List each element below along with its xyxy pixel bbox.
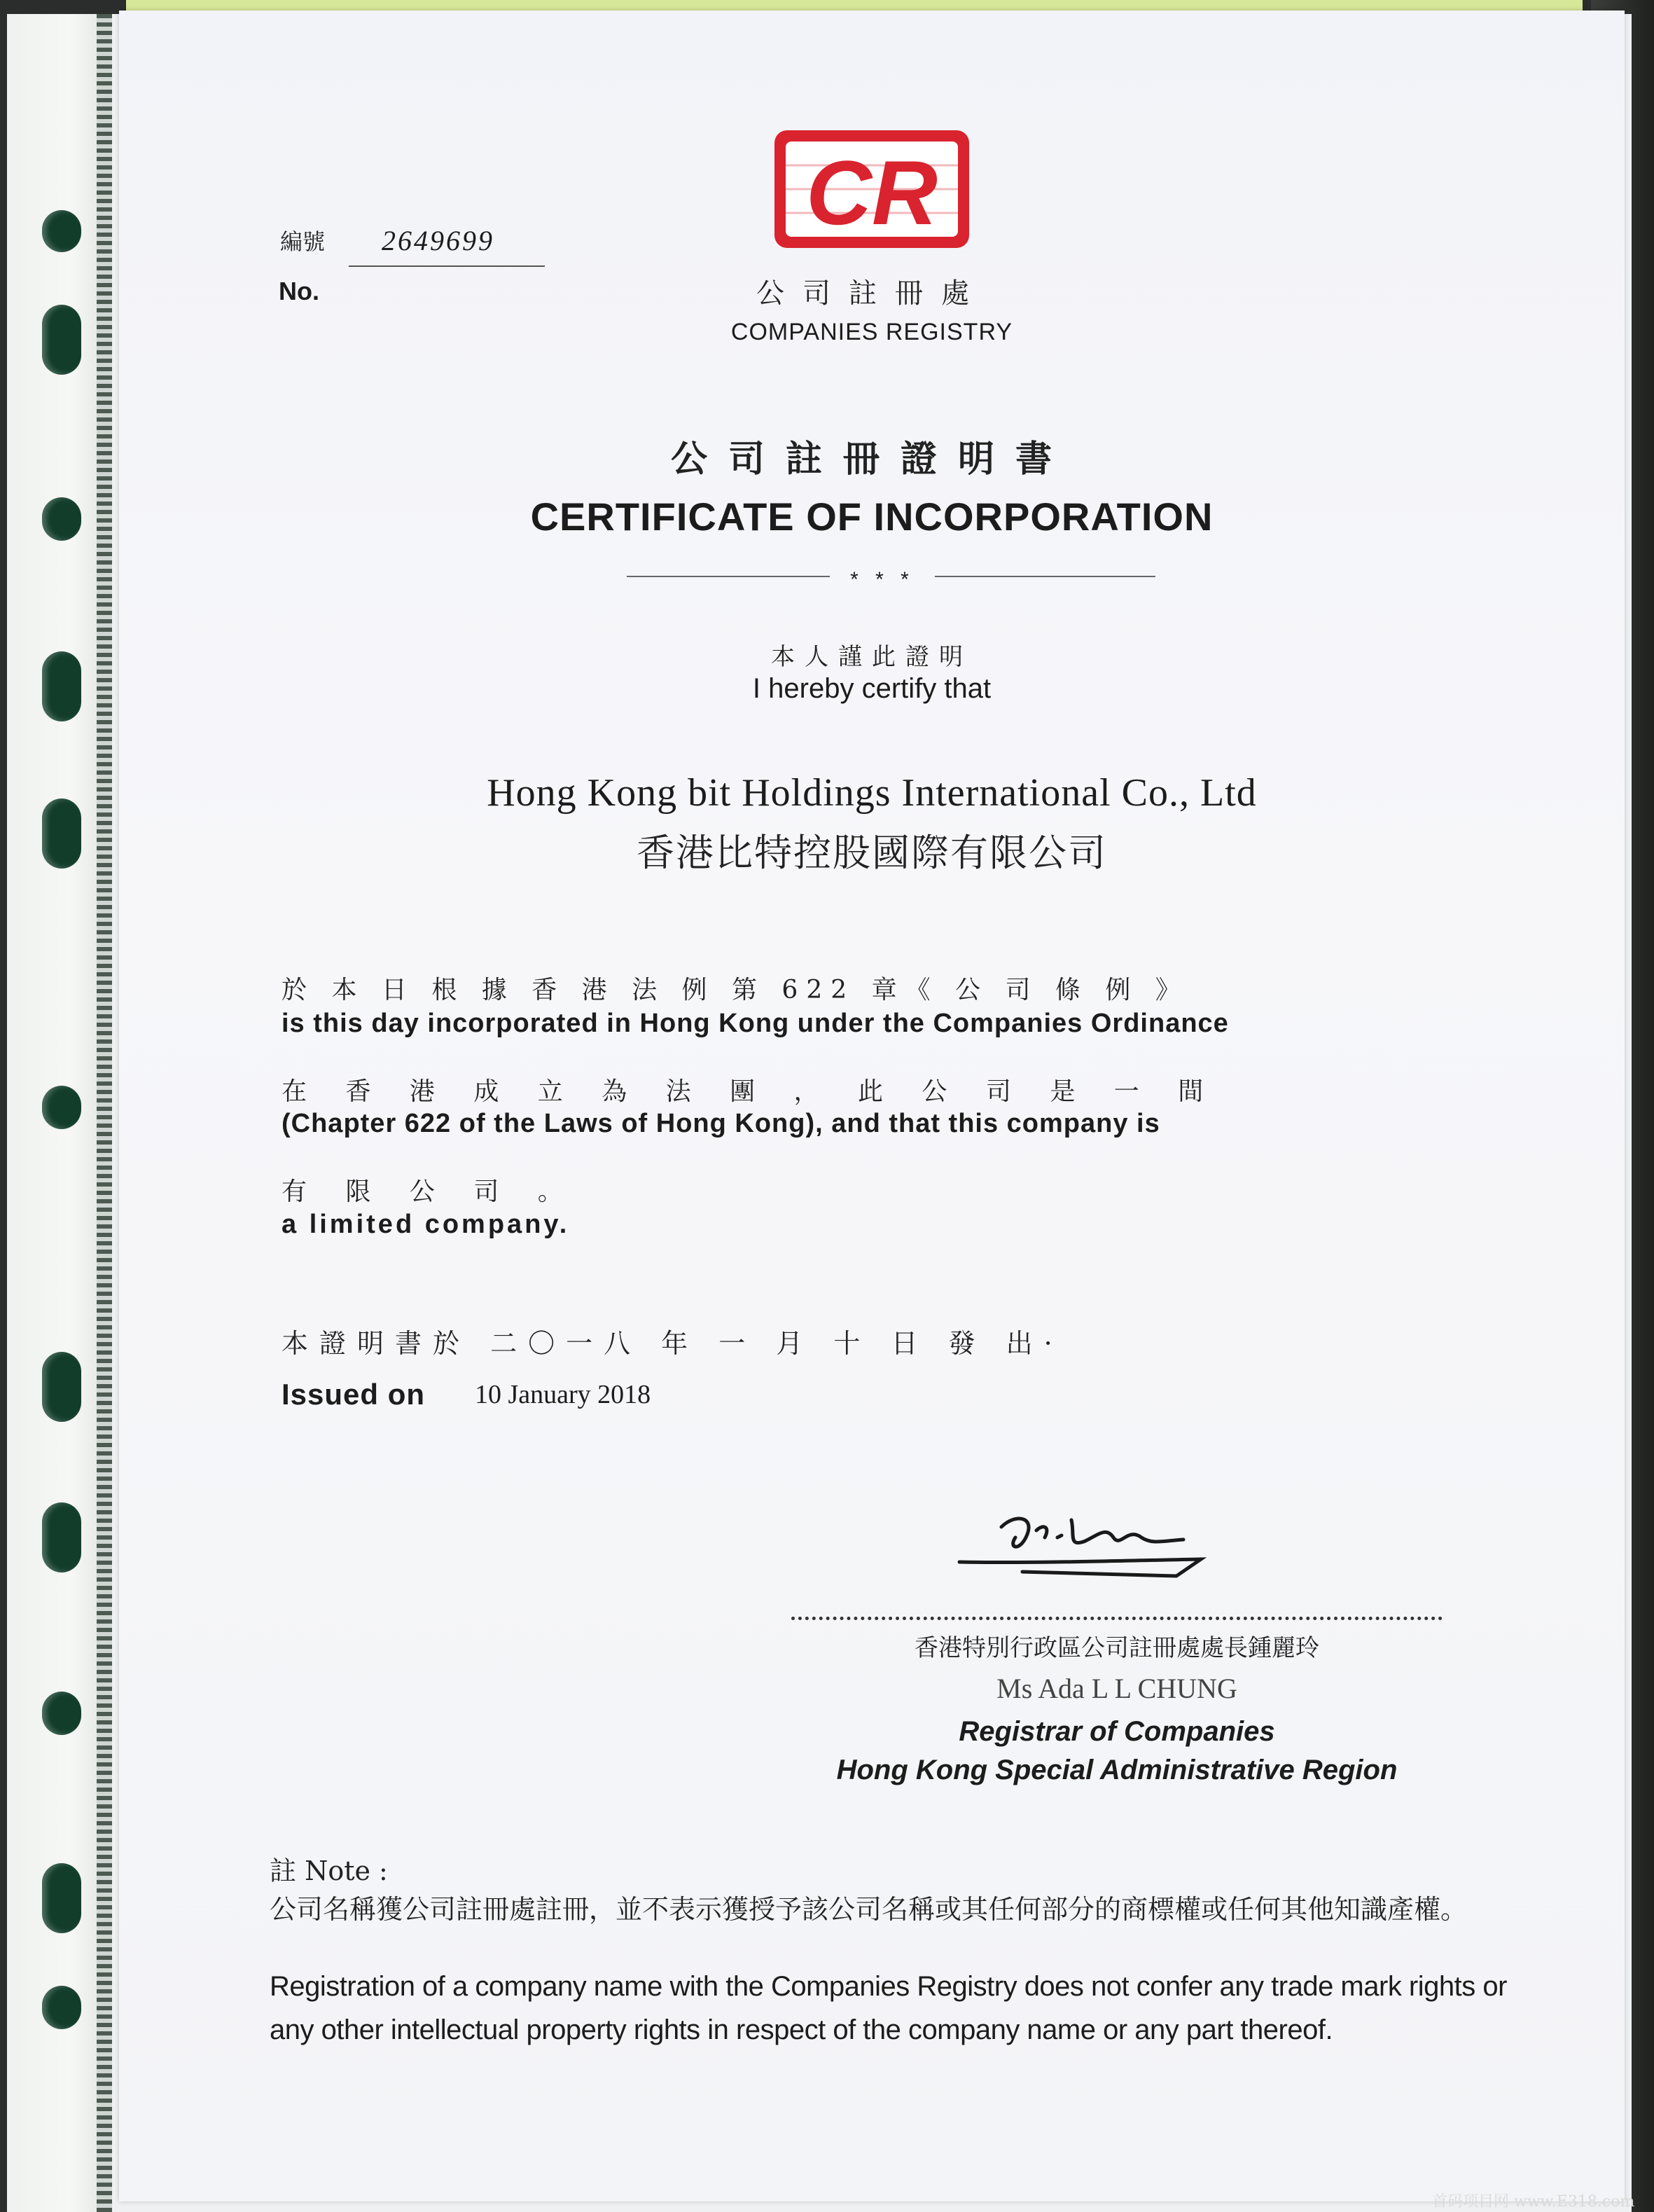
binder-hole: [42, 651, 81, 721]
body-line2-en: (Chapter 622 of the Laws of Hong Kong), and that this company is: [282, 1109, 1160, 1138]
issued-zh: 本證明書於 二〇一八 年 一 月 十 日 發 出·: [282, 1328, 1064, 1359]
note-label: 註 Note :: [270, 1855, 388, 1886]
binder-hole: [42, 1086, 81, 1129]
title-divider-left: [627, 576, 830, 577]
number-label-zh: 編號: [280, 228, 326, 255]
title-divider-right: [935, 576, 1155, 577]
certificate-page: [119, 11, 1625, 2201]
issued-date-en: 10 January 2018: [475, 1380, 651, 1409]
registrar-title: Registrar of Companies: [959, 1716, 1275, 1747]
body-line3-zh: 有 限 公 司 。: [282, 1177, 578, 1206]
site-watermark: 首码项目网 www.E318.com: [1432, 2193, 1635, 2211]
binder-hole: [42, 799, 81, 869]
title-en: CERTIFICATE OF INCORPORATION: [530, 495, 1214, 539]
registry-name-zh: 公司註冊處: [756, 277, 987, 310]
binder-hole: [42, 210, 81, 252]
binder-hole: [42, 1863, 81, 1933]
issued-label-en: Issued on: [282, 1378, 426, 1411]
body-line2-zh: 在 香 港 成 立 為 法 團 ， 此 公 司 是 一 間: [282, 1077, 1219, 1106]
company-name-zh: 香港比特控股國際有限公司: [637, 831, 1107, 875]
binder-hole: [42, 1986, 81, 2029]
certify-zh: 本人謹此證明: [771, 643, 973, 671]
company-name-en: Hong Kong bit Holdings International Co., Ltd: [487, 771, 1257, 815]
registrar-signature: [952, 1499, 1246, 1590]
binder-perforation: [97, 14, 112, 2212]
logo-text: CR: [806, 141, 938, 244]
binder-hole: [42, 497, 81, 541]
number-underline: [349, 265, 545, 267]
body-line3-en: a limited company.: [282, 1210, 570, 1239]
note-zh: 公司名稱獲公司註冊處註冊，並不表示獲授予該公司名稱或其任何部分的商標權或任何其他知識產權。: [270, 1894, 1468, 1925]
binder-hole: [42, 305, 81, 375]
registrar-name: Ms Ada L L CHUNG: [996, 1673, 1237, 1704]
body-line1-en: is this day incorporated in Hong Kong under the Companies Ordinance: [282, 1009, 1229, 1038]
registrar-region: Hong Kong Special Administrative Region: [836, 1755, 1398, 1785]
registry-name-en: COMPANIES REGISTRY: [730, 319, 1013, 345]
certify-en: I hereby certify that: [752, 673, 992, 704]
note-en: Registration of a company name with the Companies Registry does not confer any trade mark rights or any other intellectual property rights in respect of the company name or any part thereof.: [270, 1971, 1507, 2045]
title-zh: 公司註冊證明書: [670, 438, 1073, 481]
signature-dotted-line: [791, 1617, 1443, 1620]
binder-hole: [42, 1692, 81, 1735]
binder-hole: [42, 1352, 81, 1422]
binder-hole: [42, 1502, 81, 1572]
certificate-number: 2649699: [382, 225, 494, 256]
title-divider-stars: * * *: [850, 568, 915, 591]
companies-registry-logo: [770, 126, 973, 259]
registrar-zh: 香港特別行政區公司註冊處處長鍾麗玲: [915, 1634, 1319, 1662]
number-label-en: No.: [279, 277, 319, 305]
body-line1-zh: 於 本 日 根 據 香 港 法 例 第 622 章《 公 司 條 例 》: [282, 976, 1189, 1004]
